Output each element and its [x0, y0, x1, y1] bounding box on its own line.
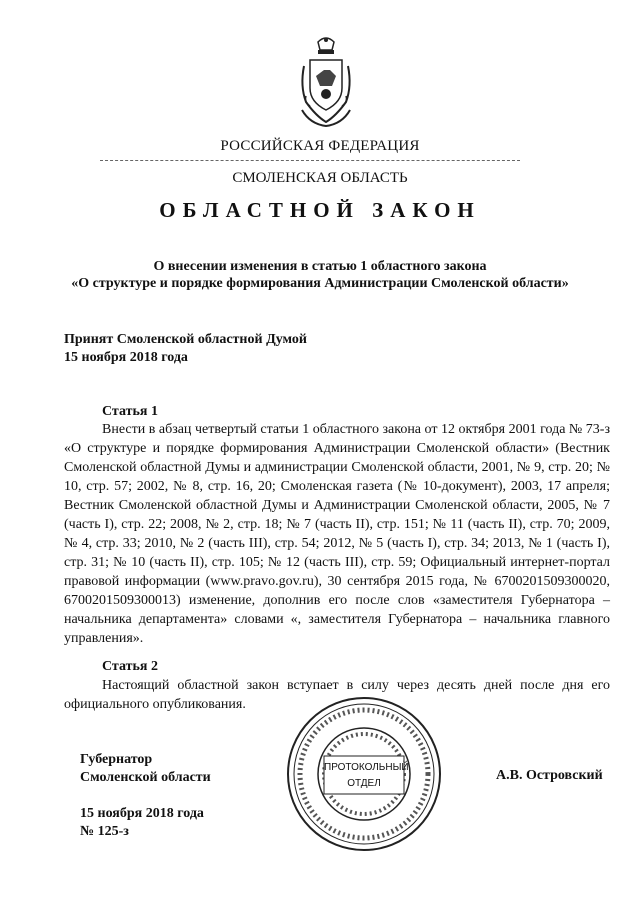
official-stamp [284, 694, 444, 854]
law-title-line1: О внесении изменения в статью 1 областного закона [153, 259, 487, 274]
law-title-line2: «О структуре и порядке формирования Администрации Смоленской области» [71, 276, 569, 291]
stamp-text-line1: ПРОТОКОЛЬНЫЙ [324, 762, 409, 773]
stamp-ring-icon [284, 694, 444, 854]
coat-of-arms-emblem [296, 36, 356, 130]
law-number: № 125-з [80, 824, 129, 839]
country-heading: РОССИЙСКАЯ ФЕДЕРАЦИЯ [220, 138, 420, 154]
document-type-title: ОБЛАСТНОЙ ЗАКОН [159, 198, 481, 222]
region-heading: СМОЛЕНСКАЯ ОБЛАСТЬ [232, 170, 408, 186]
signatory-position-line2: Смоленской области [80, 770, 211, 785]
article2-heading: Статья 2 [102, 659, 158, 674]
header-divider [100, 160, 520, 161]
stamp-text-line2: ОТДЕЛ [347, 778, 381, 789]
adopted-date: 15 ноября 2018 года [64, 350, 188, 365]
adopted-by: Принят Смоленской областной Думой [64, 332, 307, 347]
article1-text: Внести в абзац четвертый статьи 1 областного закона от 12 октября 2001 года № 73-з «О структуре и порядке формирования Администрации Смоленской области» (Вестник Смоленской областной Думы и администрации Смоленской области, 2001, № 9, стр. 20; № 10, стр. 57; 2002, № 8, стр. 16, 20; Смоленская газета (№ 10-документ), 2003, 17 апреля; Вестник Смоленской областной Думы и Администрации Смоленской области, 2005, № 7 (часть I), стр. 22; 2008, № 2, стр. 18; № 7 (часть II), стр. 151; № 11 (часть II), стр. 70; 2009, № 4, стр. 33; 2010, № 2 (часть III), стр. 54; 2012, № 5 (часть I), стр. 34; 2013, № 1 (часть I), стр. 31; № 10 (часть II), стр. 105; № 12 (часть III), стр. 59; Официальный интернет-портал правовой информации (www.pravo.gov.ru), 30 сентября 2015 года, № 6700201509300020, 6700201509300013) изменение, дополнив его после слов «заместителя Губернатора – начальника департамента» словами «, заместителя Губернатора – начальника главного управления». [64, 422, 610, 646]
article2-text: Настоящий областной закон вступает в силу через десять дней после дня его официального опубликования. [64, 678, 610, 712]
signatory-name: А.В. Островский [496, 768, 603, 783]
signature-date: 15 ноября 2018 года [80, 806, 204, 821]
article1-heading: Статья 1 [102, 404, 158, 419]
signatory-position-line1: Губернатор [80, 752, 153, 767]
